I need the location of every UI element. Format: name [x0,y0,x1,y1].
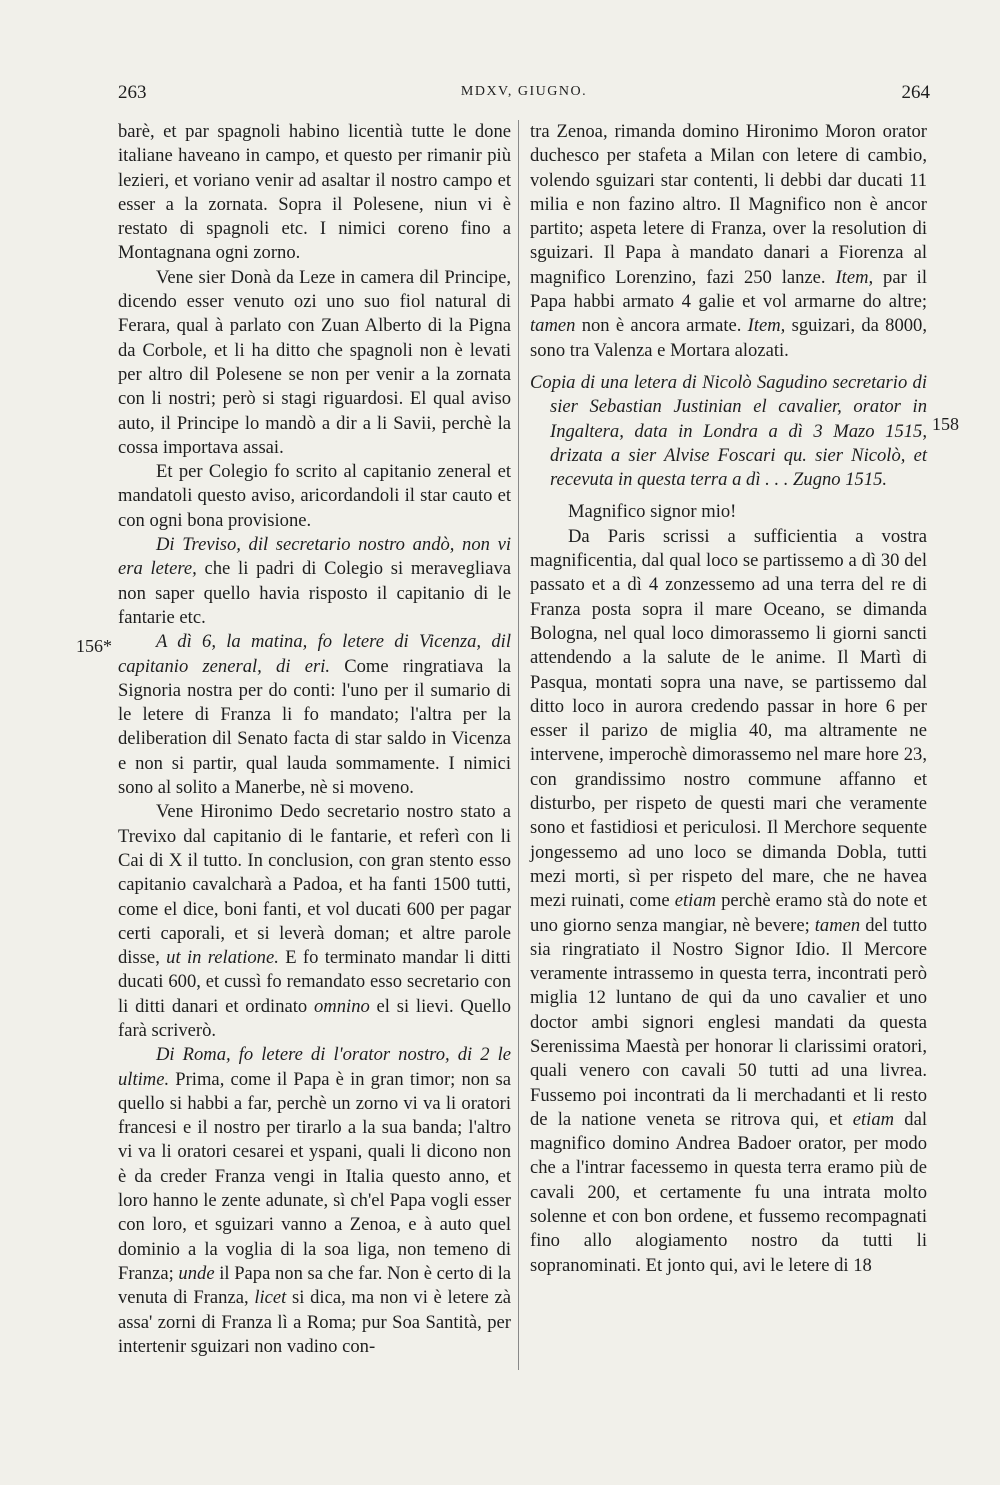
text-run: sguizari, da 8000, sono tra Valenza e Mortara alozati. [530,315,927,361]
italic-phrase: Di Roma, fo letere di l'orator nostro, di 2 le ultime. [118,1044,511,1090]
italic-phrase: etiam [674,890,717,912]
italic-phrase: Di Treviso, dil secretario nostro andò, non vi era letere, [118,534,511,580]
text-run: si dica, ma non vi è letere zà assa' zorni di Franza lì a Roma; pur Soa Santità, per intertenir sguizari non vadino con- [118,1287,511,1357]
paragraph [118,1043,511,1359]
right-column [530,120,927,1278]
paragraph [118,800,511,1043]
text-run: che li padri di Colegio si meravegliava non saper quello havia risposto il capitanio di le fantarie etc. [118,558,512,628]
left-column [118,120,511,1359]
text-run: Prima, come il Papa è in gran timor; non sa quello si habbi a far, perchè un zorno vi va li oratori francesi e il nostro per tirarlo a la sua banda; l'altro vi va li oratori cesarei et yspani, quali li dicono non è da creder Franza vengi in Italia questo anno, et loro hanno le zente adunate, sì ch'el Papa vogli esser con loro, et sguizari vanno a Zenoa, e à auto quel dominio a la voglia di la soa liga, non temeno di Franza; [118,1068,511,1284]
text-run: non è ancora armate. [575,315,748,337]
running-title: MDXV, GIUGNO. [460,84,588,99]
paragraph [118,533,511,630]
text-run: tra Zenoa, rimanda domino Hironimo Moron orator duchesco per stafeta a Milan con letere di cambio, volendo sguizari star contenti, li debbi dar ducati 11 milia e non fazino altro. Il Magnifico non è ancor partito; aspeta letere di Franza, over la resolution di sguizari. Il Papa à mandato danari a Fiorenza al magnifico Lorenzino, fazi 250 lanze. [530,121,927,288]
margin-note-right: 158 [932,414,959,434]
italic-phrase: unde [178,1262,215,1284]
italic-phrase: Item, [747,315,786,337]
paragraph [530,525,927,1278]
italic-phrase: etiam [852,1108,895,1130]
italic-phrase: tamen [814,914,861,936]
italic-phrase: tamen [530,315,576,337]
column-divider [518,120,519,1370]
text-run: il Papa non sa che far. Non è certo di la venuta di Franza, [118,1262,512,1309]
text-run: el si lievi. Quello farà scriverò. [118,995,511,1041]
text-run: del tutto sia ringratiato il Nostro Signor Idio. Il Mercore veramente intrassemo in questa terra, incontrati però miglia 12 luntano de qui da uno cavalier et uno doctor ambi signori englesi mandati da questa Serenissima Maestà per honorar li clarissimi oratori, quali venero con cavali 50 tutti ad una livrea. Fussemo poi incontrati da li merchadanti et li resto de la natione veneta se ritrova qui, et [530,914,928,1130]
paragraph [530,120,927,363]
text-run: Da Paris scrissi a sufficientia a vostra magnificentia, dal qual loco se partissemo a dì 30 del passato et a dì 4 zonzessemo ad una terra del re di Franza posta sopra il mare Oceano, se dimanda Bologna, nel qual loco dimorassemo li giorni sancti attendendo a la salute de le anime. Il Martì di Pasqua, montati sopra una nave, se partissemo dal ditto loco in aurora credendo passar in hore 6 per esser il parizo de miglia 40, ma altramente ne intervene, imperochè dimorassemo nel mare hore 23, con grandissimo nostro commune affanno et disturbo, per rispeto de questi mari che veramente sono et fastidiosi et periculosi. Il Merchore sequente jongessemo ad uno loco se dimanda Dobla, tutti mezi morti, sì per rispeto del mare, che ne havea mezi ruinati, come [530,525,927,912]
italic-phrase: Item, [835,266,874,288]
left-page-number: 263 [118,82,147,103]
text-run: perchè eramo stà do note et uno giorno senza mangiar, nè bevere; [530,890,928,936]
text-run: par il Papa habbi armato 4 galie et vol armarne do altre; [530,266,927,313]
letter-heading: Copia di una letera di Nicolò Sagudino secretario di sier Sebastian Justinian el cavalier, orator in Ingaltera, data in Londra a dì 3 Mazo 1515, drizata a sier Alvise Foscari qu. sier Nicolò, et recevuta in questa terra a dì . . . Zugno 1515. [530,371,927,491]
paragraph: Et per Colegio fo scrito al capitanio zeneral et mandatoli questo aviso, aricordandoli il star cauto et con ogni bona provisione. [118,461,511,531]
text-run: Vene Hironimo Dedo secretario nostro stato a Trevixo dal capitanio di le fantarie, et referì con li Cai di X il tutto. In conclusion, con gran stento esso capitanio cavalcharà a Padoa, et ha fanti 1500 tutti, come el dice, boni fanti, et vol ducati 600 per pagar certi caporali, et si leverà doman; et altre parole disse, [118,801,511,969]
text-run: Come ringratiava la Signoria nostra per do conti: l'uno per il sumario di le letere di Franza li fo mandato; l'altra per la deliberation dil Senato facta di star saldo in Vicenza e non si partir, qual lauda sommamente. I nimici sono al solito a Manerbe, nè si moveno. [118,655,511,799]
salutation: Magnifico signor mio! [568,501,737,523]
text-run: dal magnifico domino Andrea Badoer orator, per modo che a l'intrar facessemo in questa terra eramo più de cavali 200, et certamente fu una intrata molto solenne et con bon ordene, et fussemo recompagnati fino allo alogiamento nostro da tutti li sopranominati. Et jonto qui, avi le letere di 18 [530,1108,928,1276]
running-header [118,82,930,112]
paragraph: Vene sier Donà da Leze in camera dil Principe, dicendo esser venuto ozi uno suo fiol natural di Ferara, qual à parlato con Zuan Alberto di la Pigna da Corbole, et li ha ditto che spagnoli non è levati per altro dil Polesene se non per venir a la zornata con li nostri; però si stagi riguardosi. El qual aviso auto, il Principe lo mandò a dir a li Savii, perchè la cossa importava assai. [118,266,511,458]
italic-phrase: ut in relatione. [166,947,279,969]
paragraph: barè, et par spagnoli habino licentià tutte le done italiane haveano in campo, et questo per rimanir più lezieri, et voriano venir ad asaltar il nostro campo et esser a la zornata. Sopra il Polesene, niun vi è restato di spagnoli etc. I nimici coreno fino a Montagnana ogni zorno. [118,121,511,264]
right-page-number: 264 [901,82,930,103]
italic-phrase: A dì 6, la matina, fo letere di Vicenza, dil capitanio zeneral, di eri. [118,631,511,677]
italic-phrase: omnino [314,995,370,1017]
margin-note-left: 156* [76,636,112,656]
italic-phrase: licet [254,1287,287,1309]
text-run: E fo terminato mandar li ditti ducati 600, et cussì fo remandato esso secretario con li ditti danari et ordinato [118,947,511,1017]
paragraph [118,630,511,800]
